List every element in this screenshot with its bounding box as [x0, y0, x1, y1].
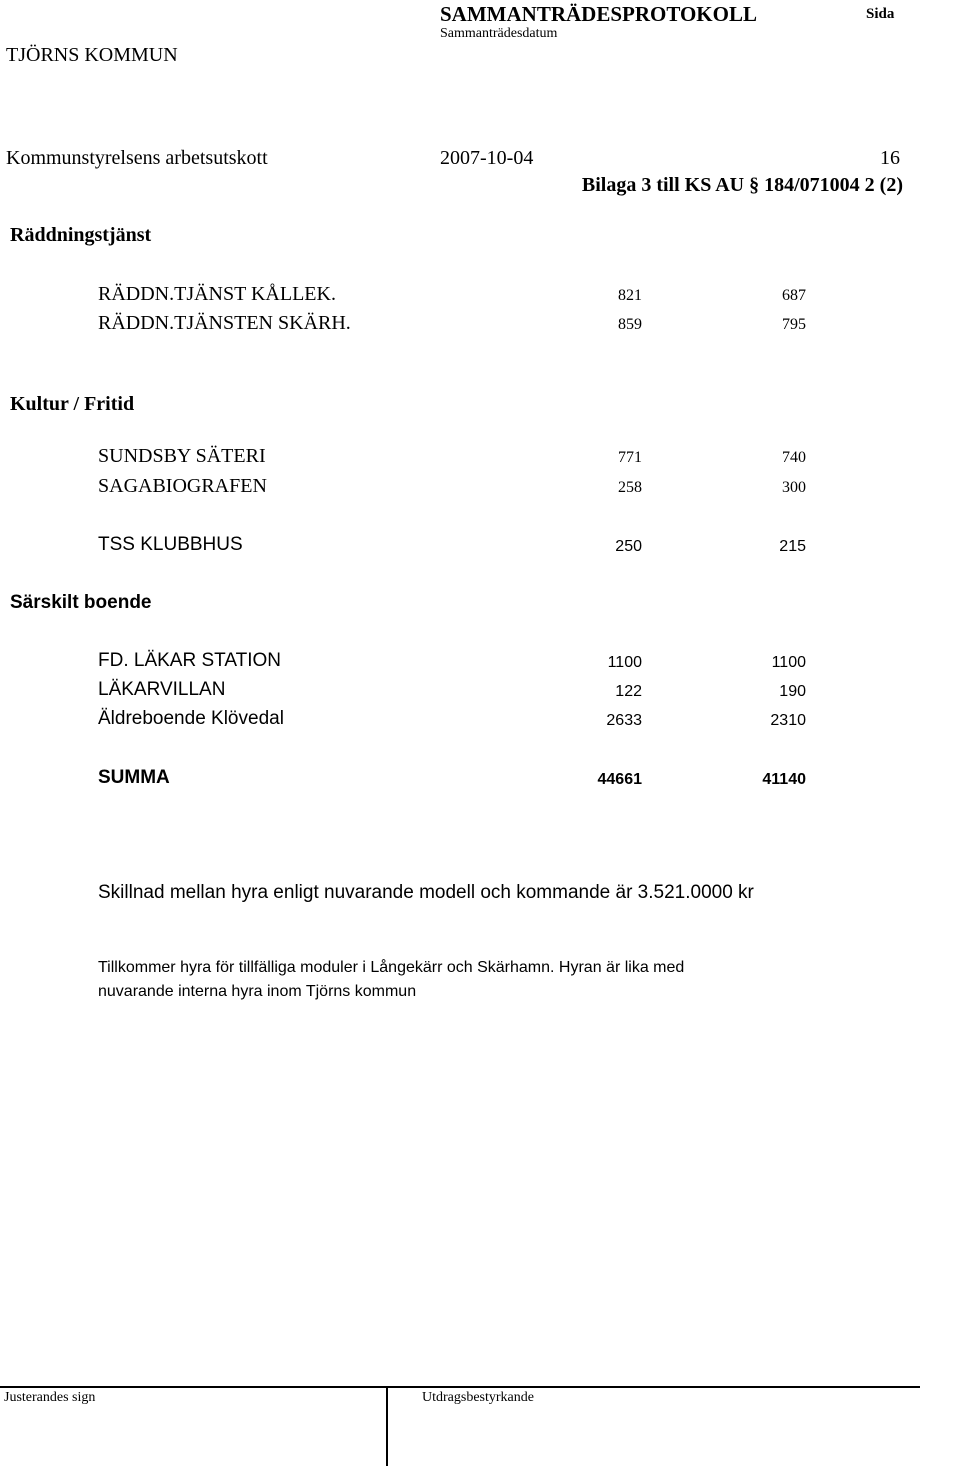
row-label: LÄKARVILLAN	[98, 679, 226, 700]
attachment-reference: Bilaga 3 till KS AU § 184/071004 2 (2)	[581, 174, 903, 196]
total-value-new: 41140	[762, 771, 806, 788]
table-row	[0, 445, 960, 471]
table-row	[0, 650, 960, 676]
table-row	[0, 679, 960, 705]
row-label: FD. LÄKAR STATION	[98, 650, 281, 671]
row-value-new: 190	[779, 683, 806, 700]
section-heading-raddningstjanst: Räddningstjänst	[10, 224, 152, 246]
certification-label: Utdragsbestyrkande	[422, 1390, 534, 1405]
row-label: SAGABIOGRAFEN	[98, 475, 267, 497]
row-value-current: 859	[618, 316, 642, 333]
difference-note: Skillnad mellan hyra enligt nuvarande modell och kommande är 3.521.0000 kr	[98, 882, 754, 903]
total-label: SUMMA	[98, 767, 170, 788]
row-value-new: 1100	[771, 654, 806, 671]
row-value-new: 2310	[770, 712, 806, 729]
organization-name: TJÖRNS KOMMUN	[6, 44, 178, 66]
row-value-current: 1100	[607, 654, 642, 671]
meeting-date: 2007-10-04	[440, 147, 534, 169]
table-row	[0, 534, 960, 560]
committee-name: Kommunstyrelsens arbetsutskott	[6, 147, 268, 169]
meeting-date-label: Sammanträdesdatum	[440, 26, 558, 41]
row-value-new: 740	[782, 449, 806, 466]
row-value-new: 795	[782, 316, 806, 333]
table-row	[0, 312, 960, 338]
row-value-new: 300	[782, 479, 806, 496]
signature-label: Justerandes sign	[4, 1390, 96, 1405]
table-row	[0, 283, 960, 309]
row-label: TSS KLUBBHUS	[98, 534, 243, 555]
total-row	[0, 767, 960, 793]
row-value-new: 215	[779, 538, 806, 555]
row-label: SUNDSBY SÄTERI	[98, 445, 266, 467]
row-label: RÄDDN.TJÄNST KÅLLEK.	[98, 283, 336, 305]
row-value-current: 122	[615, 683, 642, 700]
section-heading-sarskilt-boende: Särskilt boende	[10, 592, 152, 613]
row-value-new: 687	[782, 287, 806, 304]
additional-note-line-1: Tillkommer hyra för tillfälliga moduler i Långekärr och Skärhamn. Hyran är lika med	[98, 959, 685, 976]
document-title: SAMMANTRÄDESPROTOKOLL	[440, 2, 757, 26]
row-label: RÄDDN.TJÄNSTEN SKÄRH.	[98, 312, 351, 334]
additional-note	[98, 956, 684, 1004]
page-number: 16	[880, 147, 900, 169]
row-value-current: 258	[618, 479, 642, 496]
row-value-current: 250	[615, 538, 642, 555]
row-value-current: 821	[618, 287, 642, 304]
row-value-current: 771	[618, 449, 642, 466]
footer-rule	[0, 1386, 920, 1388]
table-row	[0, 475, 960, 501]
table-row	[0, 708, 960, 734]
total-value-current: 44661	[597, 771, 642, 788]
additional-note-line-2: nuvarande interna hyra inom Tjörns kommun	[98, 983, 417, 1000]
row-value-current: 2633	[606, 712, 642, 729]
row-label: Äldreboende Klövedal	[98, 708, 284, 729]
page-label: Sida	[866, 6, 895, 22]
section-heading-kultur-fritid: Kultur / Fritid	[10, 393, 135, 415]
footer-divider	[386, 1386, 388, 1466]
